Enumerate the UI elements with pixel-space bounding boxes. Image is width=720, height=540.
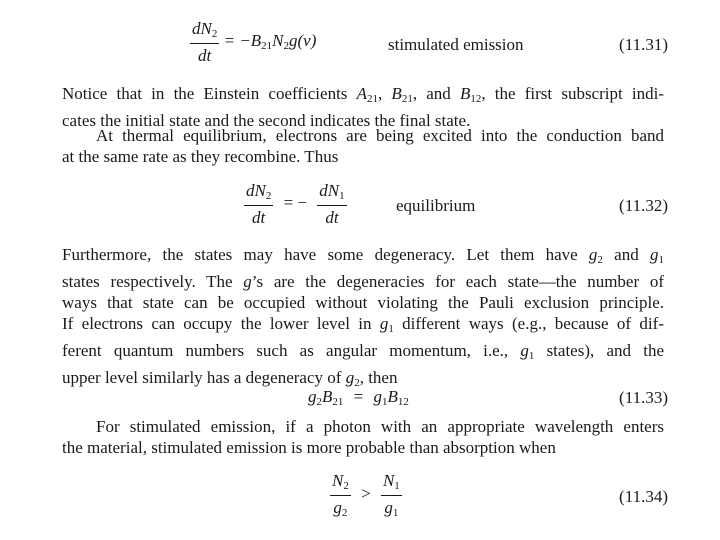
fraction-n2-g2 [330, 472, 351, 519]
equation-11-34 [330, 472, 402, 519]
equation-label-stimulated-emission: stimulated emission [388, 35, 524, 54]
text-run: , [377, 84, 392, 103]
subscript: 1 [528, 350, 535, 362]
symbol-g: g [520, 341, 529, 360]
denominator: dt [252, 208, 266, 227]
text-run: Notice that in the Einstein coefficients [62, 84, 357, 103]
denominator: dt [198, 46, 212, 65]
fraction-dn1-dt [317, 182, 346, 226]
equation-label-equilibrium: equilibrium [396, 196, 476, 215]
denominator: g [384, 498, 393, 517]
subscript: 2 [597, 254, 603, 266]
text-run: , then [359, 368, 398, 387]
rhs-prefix: = −B [223, 30, 262, 50]
symbol-g: g [379, 314, 389, 333]
subscript: 2 [316, 396, 322, 408]
numerator: N [382, 471, 395, 490]
symbol-g: g [308, 387, 317, 406]
subscript: 2 [343, 480, 349, 492]
fraction-n1-g1 [381, 472, 402, 519]
text-line: cates the initial state and the second indicates the final state. [62, 111, 471, 130]
equals-minus: = − [283, 192, 308, 212]
subscript: 21 [332, 396, 344, 408]
subscript: 1 [394, 480, 400, 492]
subscript: 12 [470, 93, 482, 105]
text-line [62, 83, 664, 110]
symbol-g: g [588, 245, 598, 264]
denominator: g [333, 498, 342, 517]
subscript: 2 [265, 190, 272, 202]
fraction-dn2-dt [244, 182, 273, 226]
equals-sign: = [353, 387, 364, 406]
text-run: states), and the [534, 341, 664, 360]
symbol-n: N [272, 30, 284, 50]
text-line [62, 244, 664, 271]
numerator: dN [319, 181, 340, 200]
text-run: , and [412, 84, 460, 103]
symbol-b: B [391, 84, 402, 103]
subscript: 21 [261, 39, 273, 52]
symbol-g: g [373, 387, 382, 406]
subscript: 1 [339, 190, 345, 202]
text-line [62, 271, 664, 292]
symbol-b: B [322, 387, 333, 406]
numerator: dN [192, 19, 212, 38]
text-run: states respectively. The [62, 272, 244, 291]
symbol-g: g [650, 245, 659, 264]
equation-number-11-33: (11.33) [619, 388, 668, 407]
text-run: and [602, 245, 650, 264]
equation-number-11-34: (11.34) [619, 487, 668, 506]
subscript: 1 [388, 323, 394, 335]
text-line: For stimulated emission, if a photon with an appropriate wavelength enters [96, 417, 664, 436]
numerator: dN [246, 181, 266, 200]
subscript: 2 [341, 507, 348, 519]
text-line: At thermal equilibrium, electrons are being excited into the conduction band [96, 126, 664, 145]
equation-11-32 [244, 182, 347, 226]
paragraph-stimulated-emission [62, 416, 664, 458]
subscript: 12 [397, 396, 409, 408]
symbol-g: g [243, 272, 252, 291]
text-run: Furthermore, the states may have some degeneracy. Let them have [62, 245, 589, 264]
text-run: If electrons can occupy the lower level in [62, 314, 380, 333]
numerator: N [332, 471, 344, 490]
subscript: 1 [658, 254, 664, 266]
subscript: 1 [381, 396, 388, 408]
subscript: 21 [401, 93, 413, 105]
symbol-b: B [387, 387, 398, 406]
lineshape-function: g(ν) [289, 30, 317, 50]
text-run: upper level similarly has a degeneracy of [62, 368, 346, 387]
symbol-b: B [459, 84, 471, 103]
text-line [62, 313, 664, 340]
denominator: dt [325, 208, 339, 227]
text-run: ferent quantum numbers such as angular momentum, i.e., [62, 341, 521, 360]
greater-than-sign: > [361, 484, 371, 504]
text-line: ways that state can be occupied without violating the Pauli exclusion principle. [62, 293, 664, 312]
text-run: , the first subscript indi- [481, 84, 665, 103]
equation-11-31 [190, 20, 316, 64]
text-run: different ways (e.g., because of dif- [393, 314, 664, 333]
symbol-a: A [356, 84, 367, 103]
paragraph-degeneracy [62, 244, 664, 394]
subscript: 2 [211, 28, 218, 40]
equation-number-11-31: (11.31) [619, 35, 668, 54]
paragraph-einstein-coefficients [62, 83, 664, 131]
subscript: 21 [366, 93, 378, 105]
paragraph-thermal-equilibrium [62, 125, 664, 167]
text-line: at the same rate as they recombine. Thus [62, 147, 339, 166]
equation-11-33 [308, 388, 409, 408]
text-run: ’s are the degeneracies for each state—the number of [251, 272, 664, 291]
text-line [62, 340, 664, 367]
symbol-g: g [345, 368, 355, 387]
subscript: 2 [283, 39, 290, 52]
subscript: 1 [392, 507, 399, 519]
text-line: the material, stimulated emission is more probable than absorption when [62, 438, 556, 457]
equation-number-11-32: (11.32) [619, 196, 668, 215]
fraction-dn2-dt [190, 20, 219, 64]
subscript: 2 [354, 377, 360, 389]
